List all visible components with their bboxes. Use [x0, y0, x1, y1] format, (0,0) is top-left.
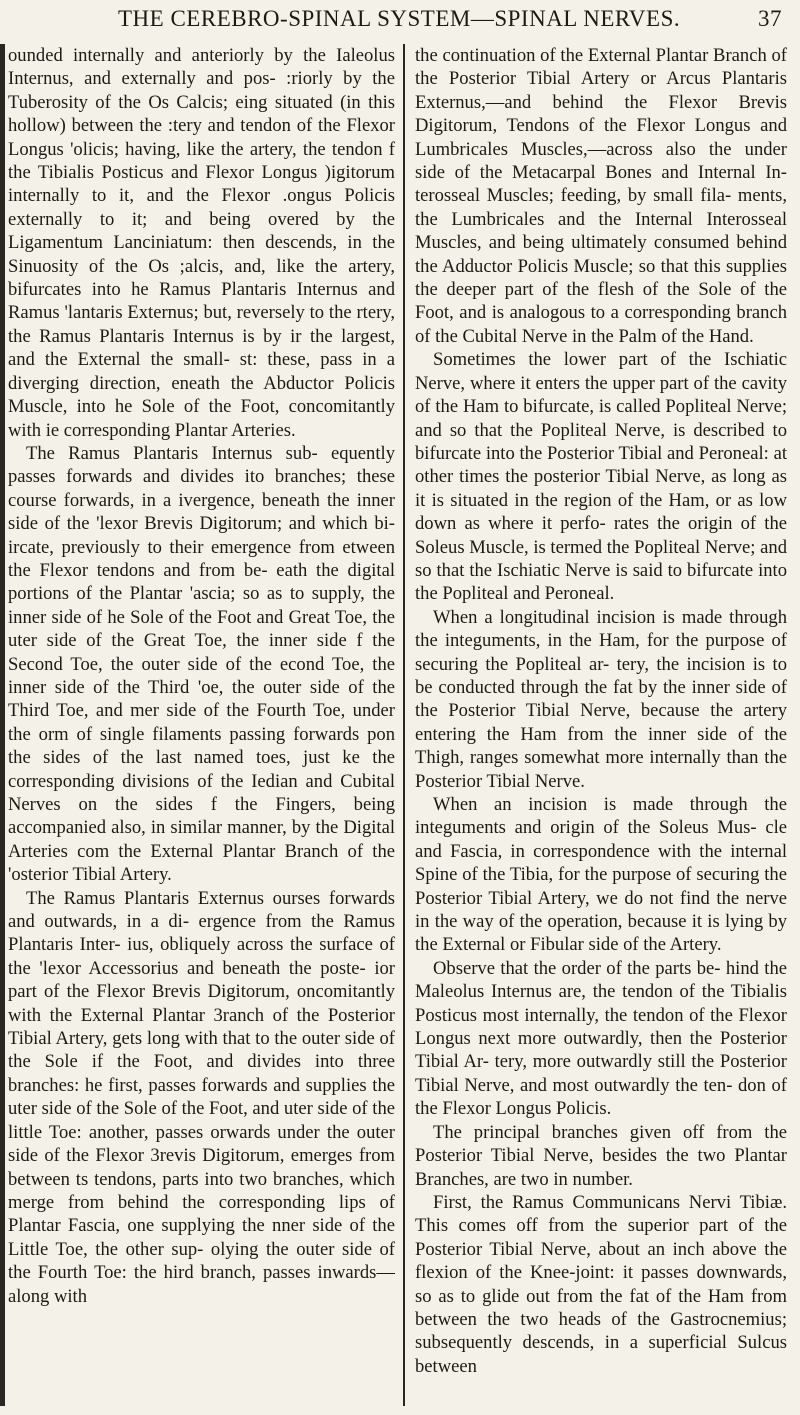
right-paragraph-6: The principal branches given off from the Posterior Tibial Nerve, besides the two Plantar Branches, are two in number.	[415, 1121, 787, 1190]
left-paragraph-3: The Ramus Plantaris Externus ourses forwards and outwards, in a di- ergence from the Ramus Plantaris Inter- ius, obliquely across the surface of the 'lexor Accessorius and beneath the poste- ior part of the Flexor Brevis Digitorum, oncomitantly with the External Plantar 3ranch of the Posterior Tibial Artery, gets long with that to the outer side of the Sole if the Foot, and divides into three branches: he first, passes forwards and supplies the uter side of the Sole of the Foot, and uter side of the little Toe: another, passes orwards under the outer side of the Flexor 3revis Digitorum, emerges from between ts tendons, parts into two branches, which merge from behind the corresponding lips of Plantar Fascia, one supplying the nner side of the Little Toe, the other sup- olying the outer side of the Fourth Toe: the hird branch, passes inwards—along with	[8, 887, 395, 1307]
running-title: THE CEREBRO-SPINAL SYSTEM—SPINAL NERVES.	[118, 6, 681, 31]
running-header	[0, 6, 800, 42]
page-number: 37	[758, 6, 782, 31]
left-paragraph-1: ounded internally and anteriorly by the Ialeolus Internus, and externally and pos- :riorly by the Tuberosity of the Os Calcis; eing situated (in this hollow) between the :tery and tendon of the Flexor Longus 'olicis; having, like the artery, the tendon f the Tibialis Posticus and Flexor Longus )igitorum internally to it, and the Flexor .ongus Policis externally to it; and being overed by the Ligamentum Lanciniatum: then descends, in the Sinuosity of the Os ;alcis, and, like the artery, bifurcates into he Ramus Plantaris Internus and Ramus 'lantaris Externus; but, reversely to the rtery, the Ramus Plantaris Internus is by ir the largest, and the External the small- st: these, pass in a diverging direction, eneath the Abductor Policis Muscle, into he Sole of the Foot, concomitantly with ie corresponding Plantar Arteries.	[8, 45, 395, 441]
column-gutter	[403, 44, 405, 1406]
left-paragraph-2: The Ramus Plantaris Internus sub- equently passes forwards and divides ito branches; these course forwards, in a ivergence, beneath the inner side of the 'lexor Brevis Digitorum; and which bi- ircate, previously to their emergence from etween the Flexor tendons and from be- eath the digital portions of the Plantar 'ascia; so as to supply, the inner side of he Sole of the Foot and Great Toe, the uter side of the Great Toe, the inner side f the Second Toe, the outer side of the econd Toe, the inner side of the Third 'oe, the outer side of the Third Toe, and mer side of the Fourth Toe, under the orm of single filaments passing forwards pon the sides of the last named toes, just ke the corresponding divisions of the Iedian and Cubital Nerves on the sides f the Fingers, being accompanied also, in similar manner, by the Digital Arteries com the External Plantar Branch of the 'osterior Tibial Artery.	[8, 442, 395, 886]
left-column	[8, 44, 395, 1406]
right-paragraph-4: When an incision is made through the integuments and origin of the Soleus Mus- cle and Fascia, in correspondence with the internal Spine of the Tibia, for the purpose of securing the Posterior Tibial Artery, we do not find the nerve in the way of the operation, because it is lying by the External or Fibular side of the Artery.	[415, 794, 787, 956]
right-paragraph-7: First, the Ramus Communicans Nervi Tibiæ. This comes off from the superior part of the Posterior Tibial Nerve, about an inch above the flexion of the Knee-joint: it passes downwards, so as to glide out from the fat of the Ham from between the two heads of the Gastrocnemius; subsequently descends, in a superficial Sulcus between	[415, 1191, 787, 1377]
right-paragraph-1: the continuation of the External Plantar Branch of the Posterior Tibial Artery or Arcus Plantaris Externus,—and behind the Flexor Brevis Digitorum, Tendons of the Flexor Longus and Lumbricales Muscles,—across also the under side of the Metacarpal Bones and Internal In- terosseal Muscles; feeding, by small fila- ments, the Lumbricales and the Internal Interosseal Muscles, and being ultimately consumed behind the Adductor Policis Muscle; so that this supplies the deeper part of the flesh of the Sole of the Foot, and is analogous to a corresponding branch of the Cubital Nerve in the Palm of the Hand.	[415, 45, 787, 347]
binding-edge-shadow	[0, 44, 5, 1406]
right-paragraph-2: Sometimes the lower part of the Ischiatic Nerve, where it enters the upper part of the cavity of the Ham to bifurcate, is called Popliteal Nerve; and so that the Popliteal Nerve, is described to bifurcate into the Posterior Tibial and Peroneal: at other times the posterior Tibial Nerve, as long as it is situated in the region of the Ham, or as low down as where it perfo- rates the origin of the Soleus Muscle, is termed the Popliteal Nerve; and so that the Ischiatic Nerve is said to bifurcate into the Popliteal and Peroneal.	[415, 349, 787, 605]
right-paragraph-5: Observe that the order of the parts be- hind the Maleolus Internus are, the tendon of the Tibialis Posticus most internally, the tendon of the Flexor Longus next more outwardly, then the Posterior Tibial Ar- tery, more outwardly still the Posterior Tibial Nerve, and most outwardly the ten- don of the Flexor Longus Policis.	[415, 957, 787, 1120]
right-column	[415, 44, 787, 1406]
right-paragraph-3: When a longitudinal incision is made through the integuments, in the Ham, for the purpose of securing the Popliteal ar- tery, the incision is to be conducted through the fat by the inner side of the Posterior Tibial Nerve, because the artery entering the Ham from the inner side of the Thigh, ranges somewhat more internally than the Posterior Tibial Nerve.	[415, 606, 787, 792]
